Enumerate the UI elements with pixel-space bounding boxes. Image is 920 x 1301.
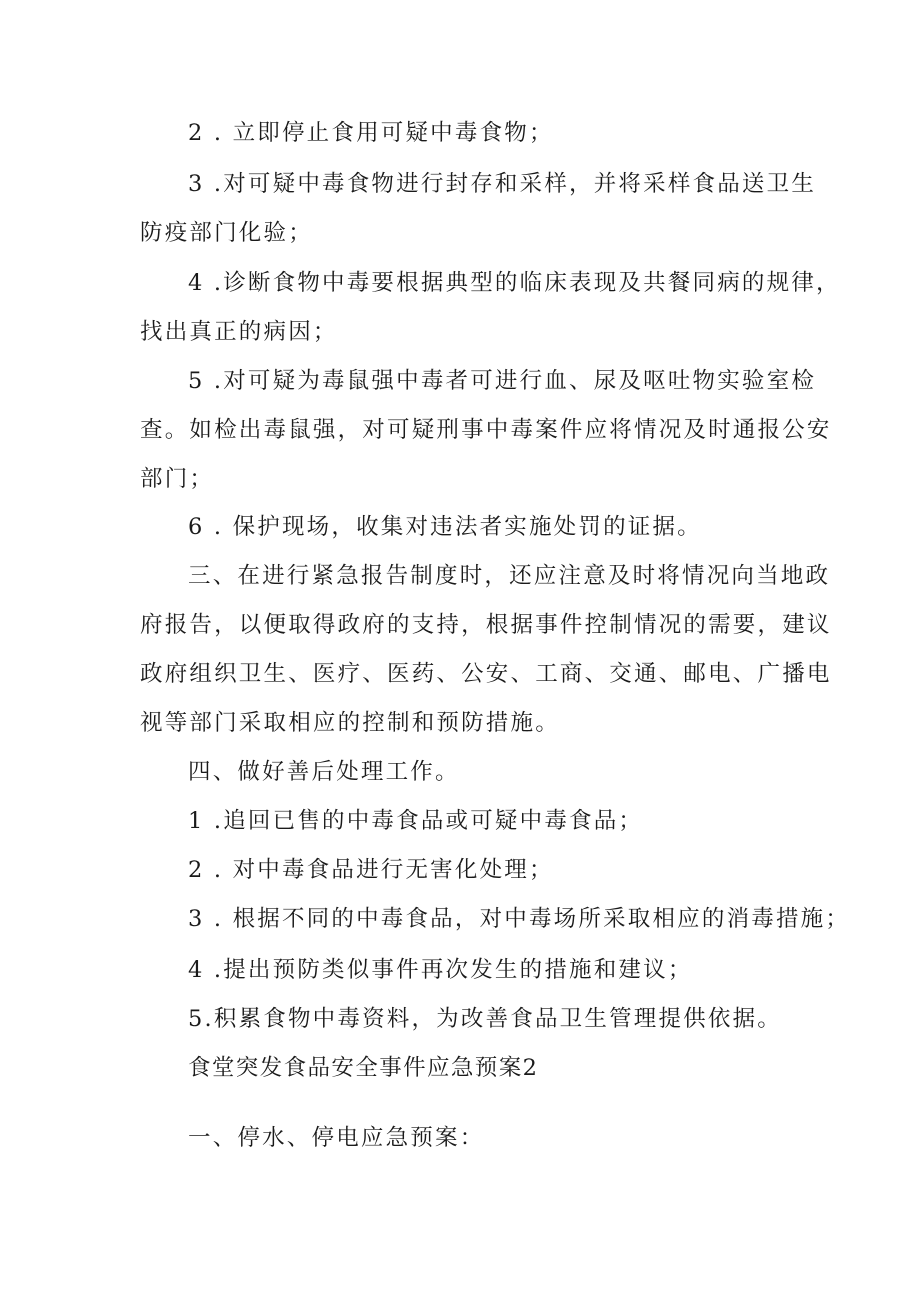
paragraph-line: 2 . 对中毒食品进行无害化处理； <box>188 857 554 883</box>
paragraph-line: 政府组织卫生、医疗、医药、公安、工商、交通、邮电、广播电 <box>140 661 832 687</box>
section-title: 食堂突发食品安全事件应急预案2 <box>188 1055 539 1081</box>
paragraph-line: 5.积累食物中毒资料，为改善食品卫生管理提供依据。 <box>188 1006 782 1032</box>
paragraph-line: 三、在进行紧急报告制度时，还应注意及时将情况向当地政 <box>188 563 831 589</box>
paragraph-line: 3 .对可疑中毒食物进行封存和采样，并将采样食品送卫生 <box>188 171 817 197</box>
paragraph-line: 找出真正的病因； <box>140 319 338 345</box>
paragraph-line: 6 . 保护现场，收集对违法者实施处罚的证据。 <box>188 514 702 540</box>
paragraph-line: 2 . 立即停止食用可疑中毒食物； <box>188 120 554 146</box>
paragraph-line: 部门； <box>140 466 215 492</box>
paragraph-line: 4 .提出预防类似事件再次发生的措施和建议； <box>188 957 693 983</box>
paragraph-line: 查。如检出毒鼠强，对可疑刑事中毒案件应将情况及时通报公安 <box>140 417 832 443</box>
paragraph-line: 视等部门采取相应的控制和预防措施。 <box>140 710 560 736</box>
paragraph-line: 府报告，以便取得政府的支持，根据事件控制情况的需要，建议 <box>140 612 832 638</box>
paragraph-line: 4 .诊断食物中毒要根据典型的临床表现及共餐同病的规律， <box>188 270 841 296</box>
paragraph-line: 防疫部门化验； <box>140 220 313 246</box>
paragraph-line: 1 .追回已售的中毒食品或可疑中毒食品； <box>188 808 644 834</box>
section-heading: 一、停水、停电应急预案： <box>188 1125 485 1151</box>
paragraph-line: 四、做好善后处理工作。 <box>188 759 460 785</box>
paragraph-line: 3 . 根据不同的中毒食品，对中毒场所采取相应的消毒措施； <box>188 906 851 932</box>
paragraph-line: 5 .对可疑为毒鼠强中毒者可进行血、尿及呕吐物实验室检 <box>188 368 817 394</box>
